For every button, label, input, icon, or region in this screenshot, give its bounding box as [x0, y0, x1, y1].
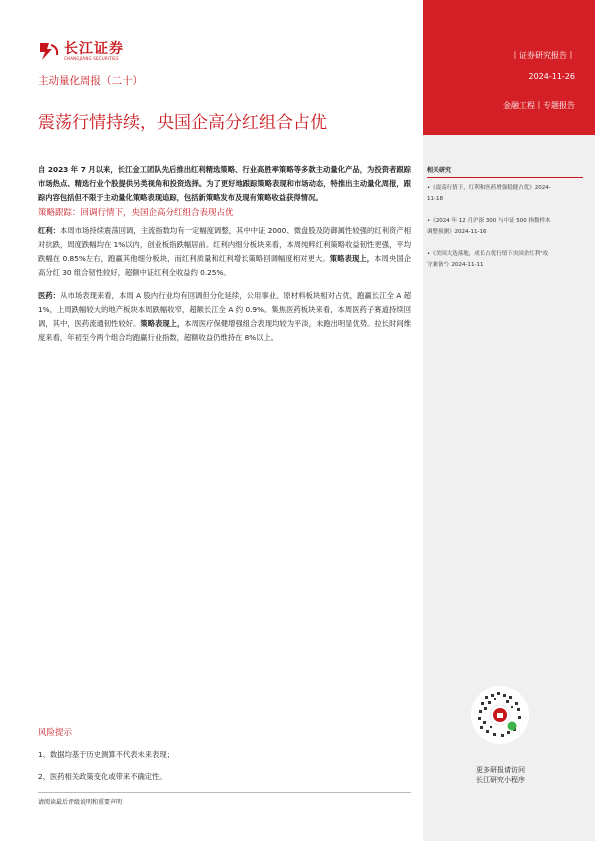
qr-caption-line: 长江研究小程序 [476, 776, 525, 784]
risk-item: 1、数据均基于历史测算不代表未来表现； [38, 750, 174, 759]
dividend-bold-text: 策略表现上， [329, 254, 375, 263]
related-research-item[interactable] [427, 249, 584, 271]
related-research-text: •《美国大选落地，成长占优行情下央国企红利"攻 [427, 251, 549, 257]
strategy-subheading: 策略跟踪：回调行情下，央国企高分红组合表现占优 [38, 208, 234, 218]
pharma-text: 从市场表现来看，本周 A 股内行业均有回调但分化延续，公用事业、原材料板块相对占优，跑赢长江全 A 超 1%，上周跌幅较大的地产板块本周跌幅收窄，超额长江全 A 约 0.9%。集焦医药板块来看，本周医药子赛道持续回调，其中，医药流通韧性较好。 [38, 291, 412, 328]
intro-paragraph: 自 2023 年 7 月以来，长江金工团队先后推出红利精选策略、行业高胜率策略等多款主动量化产品，为投资者跟踪市场热点、精选行业个股提供另类视角和投资选择。为了更好地跟踪策略表现和市场动态，特推出主动量化周报，跟踪内容包括但不限于主动量化策略表现追踪，包括新策略发布及现有策略收益获得情况。 [38, 165, 411, 202]
risk-section [38, 726, 411, 793]
report-series: 主动量化周报（二十） [38, 75, 143, 87]
related-research-list [427, 183, 584, 282]
related-research-title: 相关研究 [427, 167, 452, 174]
report-category: 金融工程丨专题报告 [503, 101, 575, 110]
company-logo [38, 40, 124, 62]
related-research-date: 11-18 [427, 196, 443, 202]
risk-item: 2、医药相关政策变化或带来不确定性。 [38, 772, 167, 781]
mini-program-qr-code[interactable] [471, 686, 529, 744]
footer-disclaimer[interactable]: 请阅读最后评级说明和重要声明 [38, 799, 123, 806]
qr-caption-line: 更多研报请访问 [476, 766, 525, 774]
dividend-paragraph [38, 224, 411, 280]
risk-title: 风险提示 [38, 728, 73, 738]
report-date: 2024-11-26 [528, 72, 575, 81]
logo-name: 长江证券 [64, 40, 124, 57]
report-body [38, 163, 411, 345]
pharma-label: 医药： [38, 291, 61, 300]
pharma-text-tail: 本周医疗保健增强组合表现均较为平淡，未跑出明显优势。拉长时间维度来看，年初至今两个组合均跑赢行业指数，超额收益仍维持在 8%以上。 [38, 319, 412, 342]
related-research-item[interactable] [427, 216, 584, 238]
pharma-paragraph [38, 289, 411, 345]
related-research-text: •《2024 年 12 月沪深 300 与中证 500 指数样本 [427, 218, 551, 224]
logo-mark-icon [38, 41, 60, 61]
pharma-bold-text: 策略表现上， [140, 319, 185, 328]
dividend-text: 本周市场持续震荡回调，主流指数均有一定幅度调整，其中中证 2000、微盘股及防御属性较强的红利资产相对抗跌，周度跌幅均在 1%以内，创业板指跌幅居前。红利内细分板块来看，本周纯粹红利策略收益韧性更强，平均跌幅在 0.85%左右，跑赢其他细分板块，而红利质量和红利增长策略回调幅度相对更大。 [38, 226, 412, 263]
dividend-label: 红利： [38, 226, 61, 235]
header-red-panel [423, 0, 595, 135]
sidebar-divider [427, 177, 583, 178]
related-research-item[interactable] [427, 183, 584, 205]
qr-code-icon [471, 686, 529, 744]
related-research-date: 调整预测》2024-11-16 [427, 229, 487, 235]
footer-divider [38, 792, 411, 793]
dividend-text-tail: 本周央国企高分红 30 组合韧性较好，超额中证红利全收益约 0.25%。 [38, 254, 412, 277]
qr-caption [476, 765, 525, 785]
report-type: 丨证券研究报告丨 [511, 51, 575, 60]
report-title: 震荡行情持续，央国企高分红组合占优 [38, 113, 327, 133]
related-research-date: 守兼备"》2024-11-11 [427, 262, 484, 268]
logo-english: CHANGJIANG SECURITIES [64, 55, 119, 61]
related-research-text: •《震荡行情下，红利和医药增强稳健占优》2024- [427, 185, 551, 191]
